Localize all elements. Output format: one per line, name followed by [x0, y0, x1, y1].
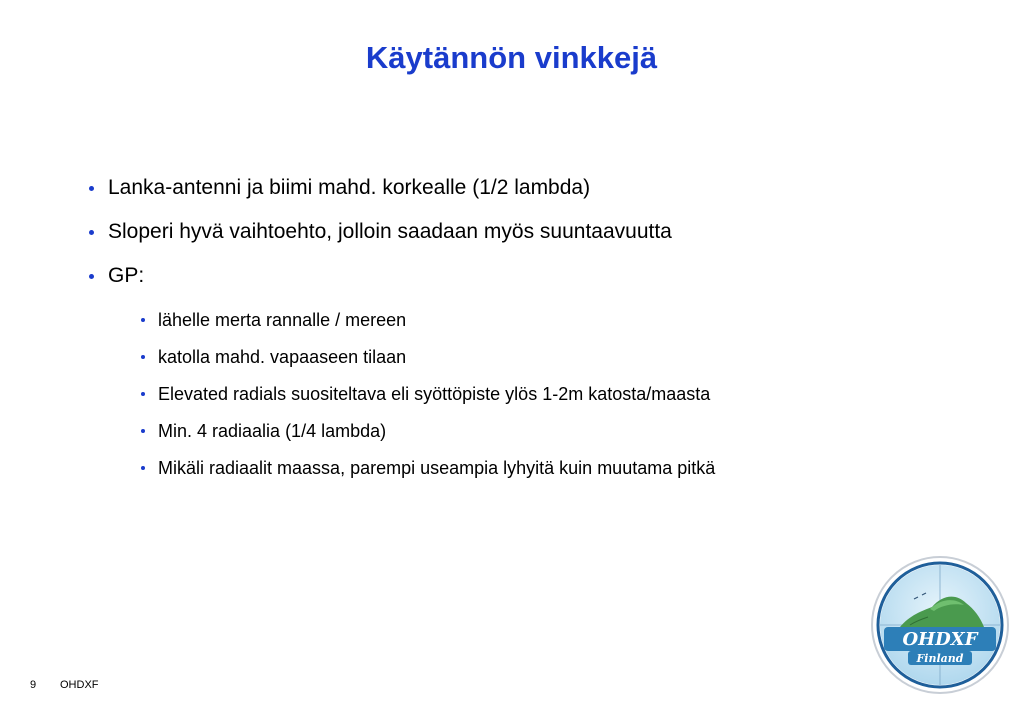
bullet-text: GP: — [108, 264, 145, 287]
sub-bullet-text: katolla mahd. vapaaseen tilaan — [158, 347, 407, 367]
bullet-list — [88, 174, 988, 496]
footer-label: OHDXF — [60, 679, 99, 691]
slide-footer — [30, 678, 99, 692]
sub-bullet-text: Min. 4 radiaalia (1/4 lambda) — [158, 421, 387, 441]
sub-bullet-item — [140, 345, 988, 369]
sub-bullet-item — [140, 308, 988, 332]
sub-bullet-list — [140, 308, 988, 480]
logo-name: OHDXF — [902, 629, 978, 650]
bullet-item — [88, 262, 988, 480]
bullet-text: Sloperi hyvä vaihtoehto, jolloin saadaan myös suuntaavuutta — [108, 220, 672, 243]
page-number: 9 — [30, 679, 37, 691]
slide-title: Käytännön vinkkejä — [365, 40, 658, 75]
sub-bullet-item — [140, 419, 988, 443]
logo-subtitle: Finland — [916, 652, 964, 665]
bullet-text: Lanka-antenni ja biimi mahd. korkealle (1/2 lambda) — [108, 176, 591, 199]
sub-bullet-item — [140, 456, 988, 480]
sub-bullet-text: lähelle merta rannalle / mereen — [158, 310, 407, 330]
bullet-item — [88, 218, 988, 246]
ohdxf-logo — [870, 555, 1010, 695]
sub-bullet-text: Mikäli radiaalit maassa, parempi useampia lyhyitä kuin muutama pitkä — [158, 458, 716, 478]
sub-bullet-item — [140, 382, 988, 406]
bullet-item — [88, 174, 988, 202]
sub-bullet-text: Elevated radials suositeltava eli syöttöpiste ylös 1-2m katosta/maasta — [158, 384, 711, 404]
